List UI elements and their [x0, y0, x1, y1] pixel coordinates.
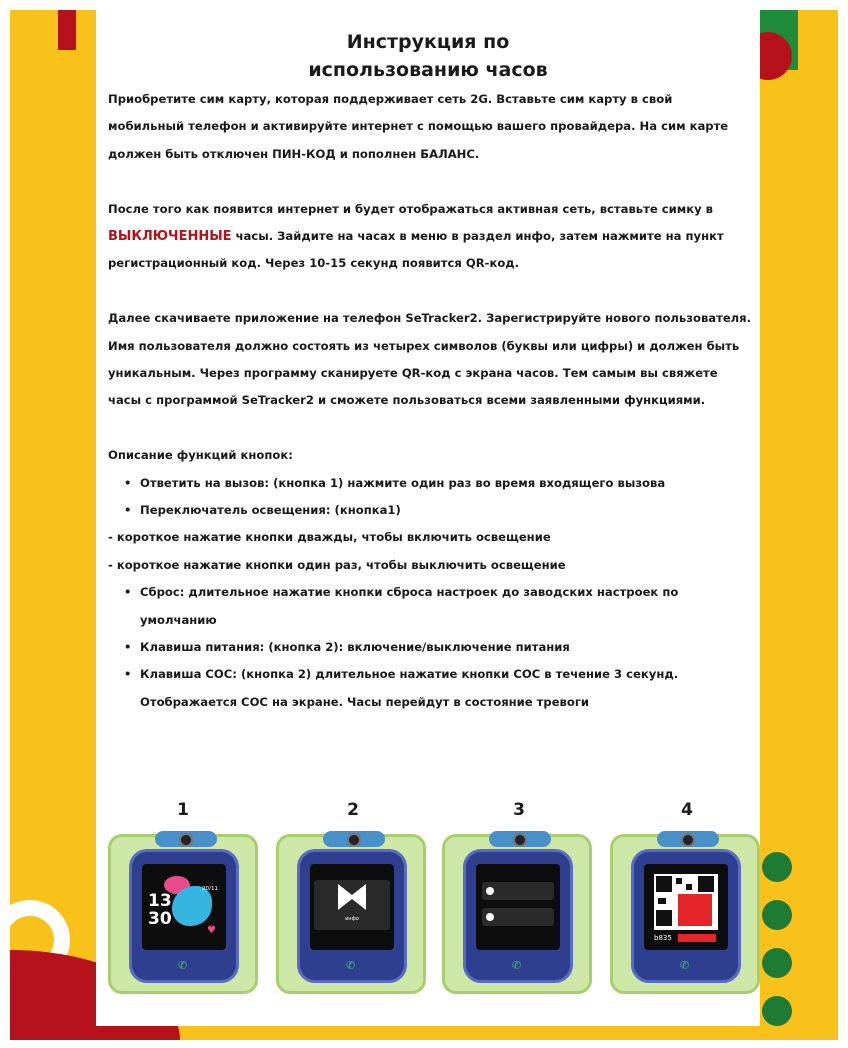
watch-photo-step-3: [442, 834, 592, 994]
watch-time: 13 30: [148, 891, 172, 929]
camera-icon: [179, 833, 193, 847]
functions-heading: Описание функций кнопок:: [108, 448, 293, 463]
green-decor-dot: [762, 900, 792, 930]
function-item: • Клавиша СОС: (кнопка 2) длительное нажатие кнопки СОС в течение 3 секунд. Отображается СОС на экране. Часы перейдут в состояние тревоги: [108, 661, 752, 716]
paragraph-text: часы. Зайдите на часах в меню в раздел инфо, затем нажмите на пункт регистрационный код. Через 10-15 секунд появится QR-код.: [108, 229, 724, 271]
watch-body: [297, 849, 407, 983]
phone-icon: ✆: [346, 959, 356, 972]
code-redaction: [678, 934, 716, 942]
red-stripe: [58, 10, 76, 50]
step-number: 1: [177, 800, 189, 820]
registration-code: b835: [654, 934, 672, 942]
title-line: Инструкция по: [346, 31, 510, 53]
option-dot: [486, 913, 494, 921]
step-illustrations: [96, 800, 760, 1000]
step-number: 4: [681, 800, 693, 820]
paragraph-app: Далее скачиваете приложение на телефон SeTracker2. Зарегистрируйте нового пользователя. Имя пользователя должно состоять из четырех символов (буквы или цифры) и должен быть уникальным. Через программу сканируете QR-код с экрана часов. Тем самым вы свяжете часы с программой SeTracker2 и сможете пользоваться всеми заявленными функциями.: [108, 311, 752, 408]
watch-body: [631, 849, 741, 983]
green-decor-dot: [762, 852, 792, 882]
camera-icon: [681, 833, 695, 847]
watch-date: 20/11: [202, 886, 218, 892]
camera-icon: [347, 833, 361, 847]
watch-band: [657, 831, 719, 847]
phone-icon: ✆: [512, 959, 522, 972]
function-subitem: - короткое нажатие кнопки один раз, чтобы выключить освещение: [108, 557, 566, 572]
document-title: [96, 28, 760, 84]
watch-band: [155, 831, 217, 847]
info-option-registration: [482, 908, 554, 926]
step-number: 2: [347, 800, 359, 820]
watch-photo-step-1: [108, 834, 258, 994]
qr-module: [676, 878, 682, 884]
title-line: использованию часов: [308, 59, 548, 81]
screen-decor: [172, 886, 212, 926]
watch-photo-step-4: [610, 834, 760, 994]
phone-icon: ✆: [178, 959, 188, 972]
watch-screen-menu: [310, 864, 394, 950]
watch-body: [463, 849, 573, 983]
step-number: 3: [513, 800, 525, 820]
qr-module: [658, 898, 666, 904]
watch-screen-qr: [644, 864, 728, 950]
watch-body: [129, 849, 239, 983]
instruction-sheet: [96, 10, 760, 1026]
qr-finder: [656, 876, 672, 892]
paragraph-text: После того как появится интернет и будет отображаться активная сеть, вставьте симку в: [108, 201, 714, 216]
function-item: • Клавиша питания: (кнопка 2): включение/выключение питания: [108, 634, 752, 661]
watch-band: [323, 831, 385, 847]
camera-icon: [513, 833, 527, 847]
paragraph-sim: Приобретите сим карту, которая поддерживает сеть 2G. Вставьте сим карту в свой мобильный телефон и активируйте интернет с помощью вашего провайдера. На сим карте должен быть отключен ПИН-КОД и пополнен БАЛАНС.: [108, 92, 729, 161]
watch-screen-info: [476, 864, 560, 950]
info-option: [482, 882, 554, 900]
qr-module: [686, 884, 692, 890]
highlight-word: ВЫКЛЮЧЕННЫЕ: [108, 229, 232, 245]
qr-redaction: [678, 894, 712, 926]
green-decor-dot: [762, 948, 792, 978]
heart-icon: ♥: [207, 925, 216, 936]
watch-screen-clock: [142, 864, 226, 950]
paragraph-registration: [108, 196, 752, 278]
menu-caption: инфо: [345, 916, 359, 922]
function-item: • Переключатель освещения: (кнопка1): [108, 497, 752, 524]
green-decor-dot: [762, 996, 792, 1026]
phone-icon: ✆: [680, 959, 690, 972]
watch-band: [489, 831, 551, 847]
bowtie-icon: [338, 884, 366, 910]
watch-photo-step-2: [276, 834, 426, 994]
option-dot: [486, 887, 494, 895]
yellow-background-frame: [10, 10, 838, 1040]
instruction-text: [108, 86, 752, 716]
function-item: • Сброс: длительное нажатие кнопки сброса настроек до заводских настроек по умолчанию: [108, 579, 752, 634]
function-subitem: - короткое нажатие кнопки дважды, чтобы включить освещение: [108, 530, 551, 545]
qr-finder: [698, 876, 714, 892]
qr-code-icon: [654, 874, 718, 930]
function-item: • Ответить на вызов: (кнопка 1) нажмите один раз во время входящего вызова: [108, 470, 752, 497]
qr-finder: [656, 910, 672, 926]
